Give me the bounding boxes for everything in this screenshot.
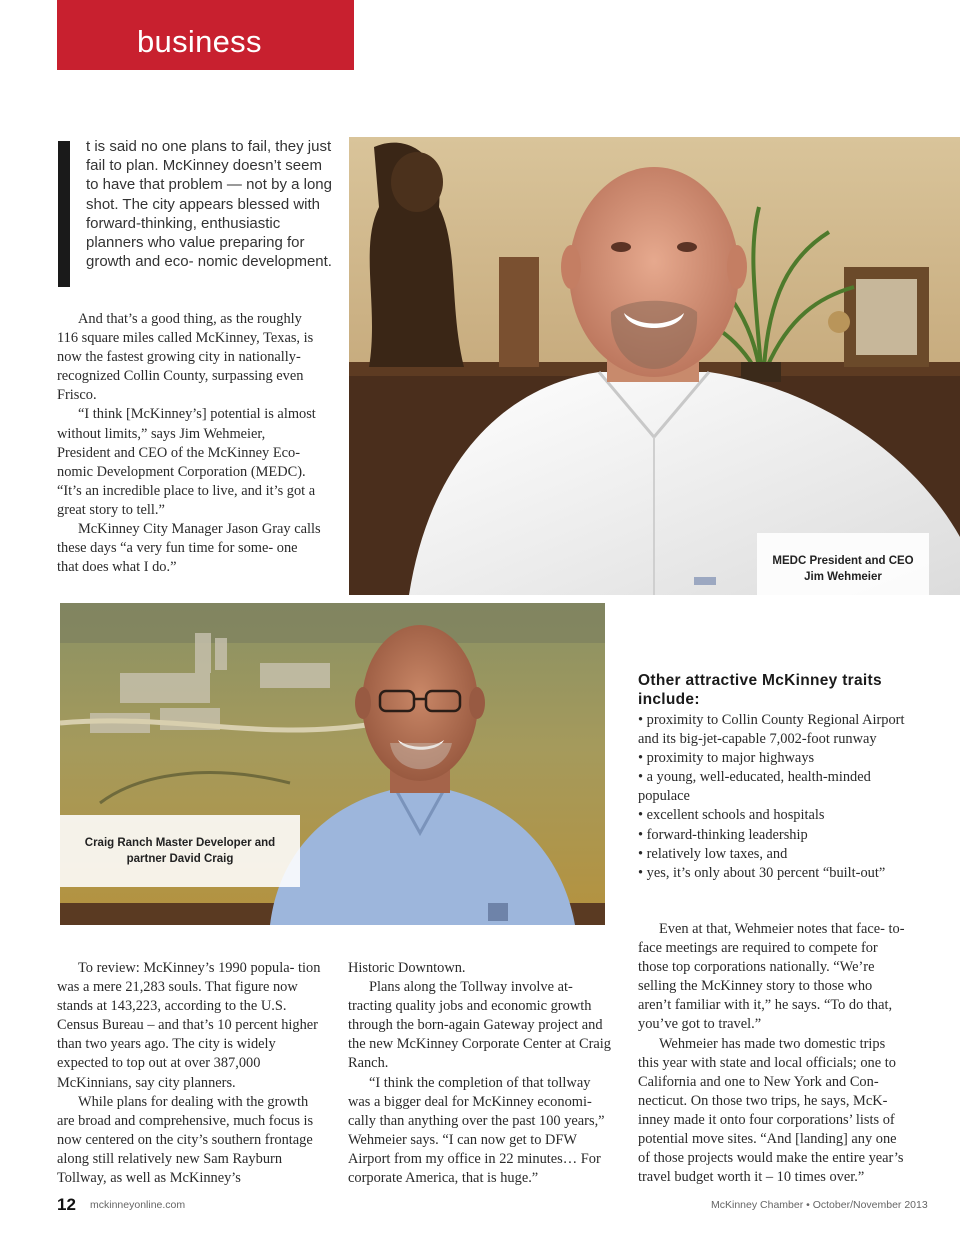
- paragraph: McKinney City Manager Jason Gray calls these days “a very fun time for some- one that does what I do.”: [57, 521, 321, 576]
- photo-jim-wehmeier: [349, 137, 960, 595]
- section-label: business: [137, 24, 262, 59]
- paragraph: Historic Downtown.: [348, 960, 466, 976]
- list-item: • a young, well-educated, health-minded populace: [638, 769, 871, 805]
- paragraph: “I think the completion of that tollway was a bigger deal for McKinney economi- cally than anything over the past 100 years,” Wehmeier says. “I can now get to DFW Airport from my office in 22 minutes… For corporate America, that is huge.”: [348, 1074, 605, 1187]
- paragraph: To review: McKinney’s 1990 popula- tion was a mere 21,283 souls. That figure now stands at 143,223, according to the U.S. Census Bureau – and that’s 10 percent higher than two years ago. The city is widely expected to top out at over 387,000 McKinnians, say city planners.: [57, 960, 321, 1091]
- list-item: • relatively low taxes, and: [638, 845, 788, 862]
- article-column-top: [57, 310, 322, 577]
- photo-caption: [757, 533, 929, 605]
- paragraph: Even at that, Wehmeier notes that face- to-face meetings are required to compete for those top corporations nationally. “We’re selling the McKinney story to those who aren’t familiar with it,” he says. “To do that, you’ve got to travel.”: [638, 921, 905, 1033]
- article-column-2: [348, 959, 613, 1188]
- paragraph: Wehmeier has made two domestic trips this year with state and local officials; one to California and one to New York and Con- necticut. On those two trips, he says, McK- inney made it onto four corporations’ lists of potential move sites. “And [landing] any one of those projects would make the entire year’s travel budget worth it – 10 times over.”: [638, 1035, 904, 1186]
- drop-cap: [58, 141, 70, 287]
- intro-paragraph: t is said no one plans to fail, they just fail to plan. McKinney doesn’t seem to have that problem — not by a long shot. The city appears blessed with forward-thinking, enthusiastic planners who value preparing for growth and eco- nomic development.: [86, 138, 332, 271]
- sidebar-list: [638, 711, 908, 883]
- list-item: • excellent schools and hospitals: [638, 807, 825, 824]
- paragraph: Plans along the Tollway involve at- tracting quality jobs and economic growth through the born-again Gateway project and the new McKinney Corporate Center at Craig Ranch.: [348, 979, 611, 1072]
- caption-line: partner David Craig: [126, 853, 234, 865]
- caption-line: Jim Wehmeier: [804, 571, 882, 583]
- photo-caption: [60, 815, 300, 887]
- section-header: [57, 0, 354, 70]
- sidebar-heading: Other attractive McKinney traits include:: [638, 672, 882, 708]
- article-column-3: [638, 920, 908, 1187]
- paragraph: While plans for dealing with the growth are broad and comprehensive, much focus is now centered on the city’s southern frontage along still relatively new Sam Rayburn Tollway, as well as McKinney’s: [57, 1093, 314, 1187]
- paragraph: And that’s a good thing, as the roughly 116 square miles called McKinney, Texas, is now the fastest growing city in nationally-recognized Collin County, surpassing even Frisco.: [57, 311, 314, 404]
- page-number: 12: [57, 1195, 76, 1214]
- list-item: • proximity to Collin County Regional Airport and its big-jet-capable 7,002-foot runway: [638, 712, 905, 748]
- portrait-illustration: [349, 137, 960, 595]
- list-item: • proximity to major highways: [638, 750, 815, 767]
- caption-line: MEDC President and CEO: [772, 555, 914, 567]
- footer-publication: McKinney Chamber • October/November 2013: [711, 1199, 928, 1211]
- list-item: • forward-thinking leadership: [638, 826, 808, 843]
- footer-site: mckinneyonline.com: [90, 1199, 186, 1211]
- paragraph: “I think [McKinney’s] potential is almost without limits,” says Jim Wehmeier, President and CEO of the McKinney Eco- nomic Development Corporation (MEDC). “It’s an incredible place to live, and it’s got a great story to tell.”: [57, 406, 316, 518]
- article-column-1: [57, 959, 322, 1188]
- caption-line: Craig Ranch Master Developer and: [84, 837, 276, 849]
- list-item: • yes, it’s only about 30 percent “built-out”: [638, 864, 886, 881]
